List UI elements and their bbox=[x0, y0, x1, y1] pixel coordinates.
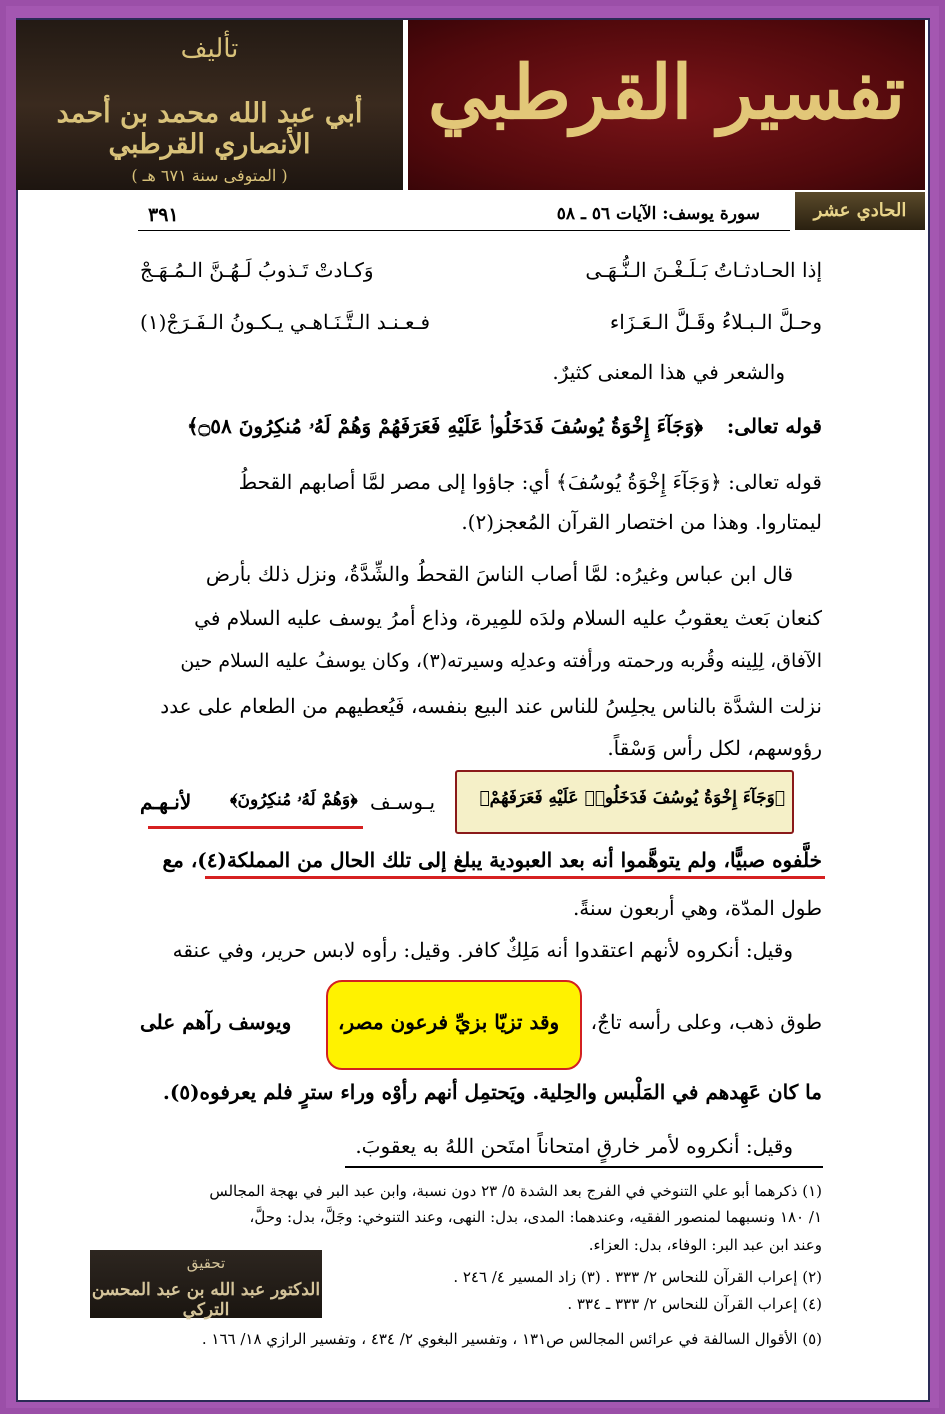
poem-line-2-right: وحـلَّ الـبـلاءُ وقَـلَّ الـعَـزَاء bbox=[609, 310, 822, 334]
surah-range: سورة يوسف: الآيات ٥٦ ـ ٥٨ bbox=[556, 204, 760, 224]
footnote-4: (٤) إعراب القرآن للنحاس ٢/ ٣٣٣ ـ ٣٣٤ . bbox=[567, 1295, 822, 1313]
p3-mid: يـوسـف bbox=[370, 790, 436, 814]
author-label: تأليف bbox=[180, 34, 239, 64]
author-name: أبي عبد الله محمد بن أحمد الأنصاري القرطبي bbox=[56, 98, 363, 160]
p3-verse: ﴿وَجَآءَ إِخْوَةُ يُوسُفَ فَدَخَلُوا۟ عَلَيْهِ فَعَرَفَهُمْ﴾ bbox=[479, 788, 785, 808]
p4-line-3: ما كان عَهِدهم في المَلْبس والحِلية. ويَحتمِل أنهم رأوْه وراء سترٍ فلم يعرفوه(٥). bbox=[162, 1080, 822, 1104]
footnote-1-line-3: وعند ابن عبد البر: الوفاء، بدل: العزاء. bbox=[588, 1236, 822, 1254]
p3-verse-2: ﴿وَهُمْ لَهُۥ مُنكِرُونَ﴾ bbox=[230, 790, 358, 810]
verse-heading: ﴿وَجَآءَ إِخْوَةُ يُوسُفَ فَدَخَلُوا۟ عَلَيْهِ فَعَرَفَهُمْ وَهُمْ لَهُۥ مُنكِرُونَ ۝٥٨﴾ bbox=[186, 414, 703, 438]
p2-line-5: رؤوسهم، لكل رأس وَسْقاً. bbox=[607, 736, 822, 760]
p5-line-1: وقيل: أنكروه لأمر خارقٍ امتحاناً امتَحن اللهُ به يعقوبَ. bbox=[355, 1134, 793, 1158]
underline-2 bbox=[205, 876, 825, 879]
book-title: تفسير القرطبي bbox=[427, 50, 906, 136]
underline-1 bbox=[148, 826, 363, 829]
poem-line-1-left: وَكـادتْ تَـذوبُ لَـهُـنَّ الـمُـهَـجْ bbox=[140, 258, 374, 282]
page-header bbox=[138, 200, 790, 231]
editor-name: الدكتور عبد الله بن عبد المحسن التركي bbox=[91, 1280, 321, 1320]
book-title-banner bbox=[408, 20, 925, 190]
p4-line-1: وقيل: أنكروه لأنهم اعتقدوا أنه مَلِكٌ كافر. وقيل: رأوه لابس حرير، وفي عنقه bbox=[172, 938, 793, 962]
p1-line-2: ليمتاروا. وهذا من اختصار القرآن المُعجز(٢). bbox=[461, 510, 822, 534]
volume-tag: الحادي عشر bbox=[795, 192, 925, 230]
footnote-2-3: (٢) إعراب القرآن للنحاس ٢/ ٣٣٣ . (٣) زاد المسير ٤/ ٢٤٦ . bbox=[453, 1268, 822, 1286]
editor-stamp bbox=[90, 1250, 322, 1318]
footnote-1-line-2: ١/ ١٨٠ ونسبهما لمنصور الفقيه، وعندهما: المدى، بدل: النهى، وعند التنوخي: وجَلَّ، بدل: وحلَّ، bbox=[249, 1208, 822, 1226]
poem-line-2-left: فـعـنـد الـتَّـنَـاهـي يـكـونُ الـفَـرَجْ(١) bbox=[140, 310, 431, 334]
p1-line-1: قوله تعالى: ﴿وَجَآءَ إِخْوَةُ يُوسُفَ﴾ أي: جاؤوا إلى مصر لمَّا أصابهم القحطُ bbox=[238, 470, 822, 494]
p4-line-2c: ويوسف رآهم على bbox=[140, 1010, 292, 1034]
footnote-5: (٥) الأقوال السالفة في عرائس المجالس ص١٣١ ، وتفسير البغوي ٢/ ٤٣٤ ، وتفسير الرازي ١٨/ ١٦٦ . bbox=[201, 1330, 822, 1348]
p2-line-3: الآفاق، لِلِينه وقُربه ورحمته ورأفته وعدلِه وسيرته(٣)، وكان يوسفُ عليه السلام حين bbox=[180, 650, 822, 672]
p3-line-2: خلَّفوه صبيًّا، ولم يتوهَّموا أنه بعد العبودية يبلغ إلى تلك الحال من المملكة(٤)، مع bbox=[162, 848, 822, 872]
p2-line-2: كنعان بَعث يعقوبُ عليه السلام ولدَه للمِيرة، وذاع أمرُ يوسف عليه السلام في bbox=[194, 606, 822, 630]
p4-line-2a: طوق ذهب، وعلى رأسه تاجٌ، bbox=[590, 1010, 822, 1034]
p2-line-1: قال ابن عباس وغيرُه: لمَّا أصاب الناسَ القحطُ والشِّدَّةُ، ونزل ذلك بأرض bbox=[205, 562, 793, 586]
poem-line-1-right: إذا الحـادثـاتُ بَـلَـغْـنَ الـنُّـهَـى bbox=[585, 258, 822, 282]
page-number: ٣٩١ bbox=[148, 204, 179, 226]
p4-line-2b: وقد تزيّا بزيِّ فرعون مصر، bbox=[338, 1010, 560, 1034]
p3-line-3: طول المدّة، وهي أربعون سنةً. bbox=[572, 896, 822, 920]
poetry-note: والشعر في هذا المعنى كثيرٌ. bbox=[552, 360, 785, 384]
editor-label: تحقيق bbox=[186, 1254, 226, 1272]
footnote-separator bbox=[345, 1166, 823, 1168]
footnote-1-line-1: (١) ذكرهما أبو علي التنوخي في الفرج بعد الشدة ٥/ ٢٣ دون نسبة، وابن عبد البر في بهجة المجالس bbox=[209, 1182, 822, 1200]
p3-end: لأنـهـم bbox=[140, 790, 192, 814]
verse-heading-label: قوله تعالى: bbox=[726, 414, 822, 438]
author-banner bbox=[16, 20, 403, 190]
author-death: ( المتوفى سنة ٦٧١ هـ ) bbox=[131, 166, 288, 185]
p2-line-4: نزلت الشدَّة بالناس يجلِسُ للناس عند البيع بنفسه، فَيُعطيهم من الطعام على عدد bbox=[160, 694, 822, 718]
